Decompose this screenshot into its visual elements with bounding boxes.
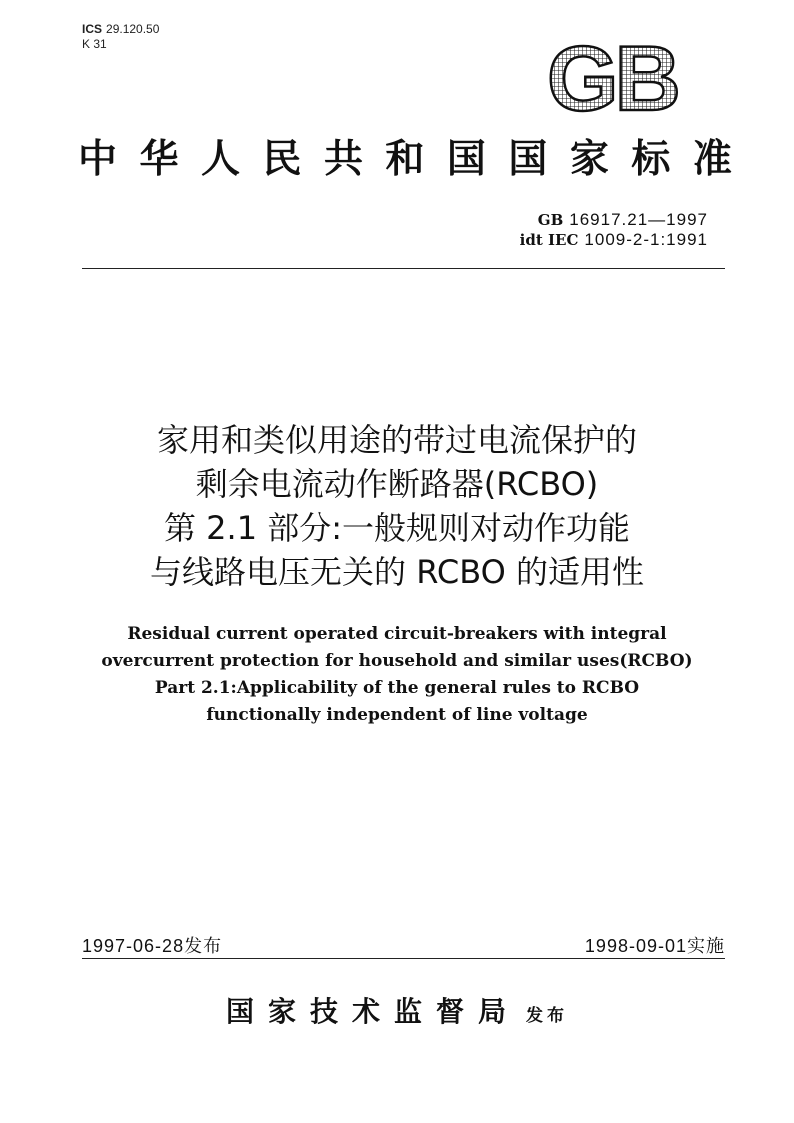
english-title-line: functionally independent of line voltage [206,705,588,725]
gb-number-line [520,210,708,230]
english-title-line: Part 2.1:Applicability of the general rules to RCBO [154,678,640,698]
chinese-title-line: 第 2.1 部分:一般规则对动作功能 [163,509,631,547]
chinese-title-line: 剩余电流动作断路器(RCBO) [195,465,599,503]
ccs-code: K 31 [82,37,107,51]
effective-date: 1998-09-01实施 [584,936,725,956]
national-standard-heading [78,136,732,182]
heading-char: 民 [262,136,302,182]
top-divider [82,268,725,269]
ics-code-line [82,22,159,37]
classification-codes [82,22,159,52]
chinese-title-line: 家用和类似用途的带过电流保护的 [156,421,637,459]
chinese-title-line: 与线路电压无关的 RCBO 的适用性 [150,553,644,591]
heading-char: 准 [692,136,732,182]
gb-number: 16917.21—1997 [569,210,708,229]
gb-logo-text: GB [547,34,677,116]
heading-char: 国 [446,136,486,182]
gb-logo [538,34,686,116]
heading-char: 和 [385,136,425,182]
issuing-organization: 国家技术监督局 [225,995,520,1028]
ics-label: ICS [82,22,103,36]
gb-prefix: GB [537,211,564,229]
chinese-title [0,418,794,594]
dates-row [82,936,725,956]
idt-number-line [520,230,708,250]
heading-char: 共 [323,136,363,182]
standard-number [520,210,708,250]
heading-char: 中 [78,136,118,182]
heading-char: 国 [508,136,548,182]
issue-date: 1997-06-28发布 [82,936,223,956]
bottom-divider [82,958,725,959]
idt-number: 1009-2-1:1991 [584,230,708,249]
idt-prefix: idt IEC [519,231,579,249]
heading-char: 人 [200,136,240,182]
issue-action: 发布 [526,1006,568,1026]
heading-char: 标 [631,136,671,182]
english-title-line: Residual current operated circuit-breakers with integral [127,624,667,644]
heading-char: 华 [139,136,179,182]
english-title [0,621,794,729]
ics-code: 29.120.50 [106,22,160,36]
issuer [0,990,794,1030]
english-title-line: overcurrent protection for household and similar uses(RCBO) [101,651,693,671]
heading-char: 家 [569,136,609,182]
